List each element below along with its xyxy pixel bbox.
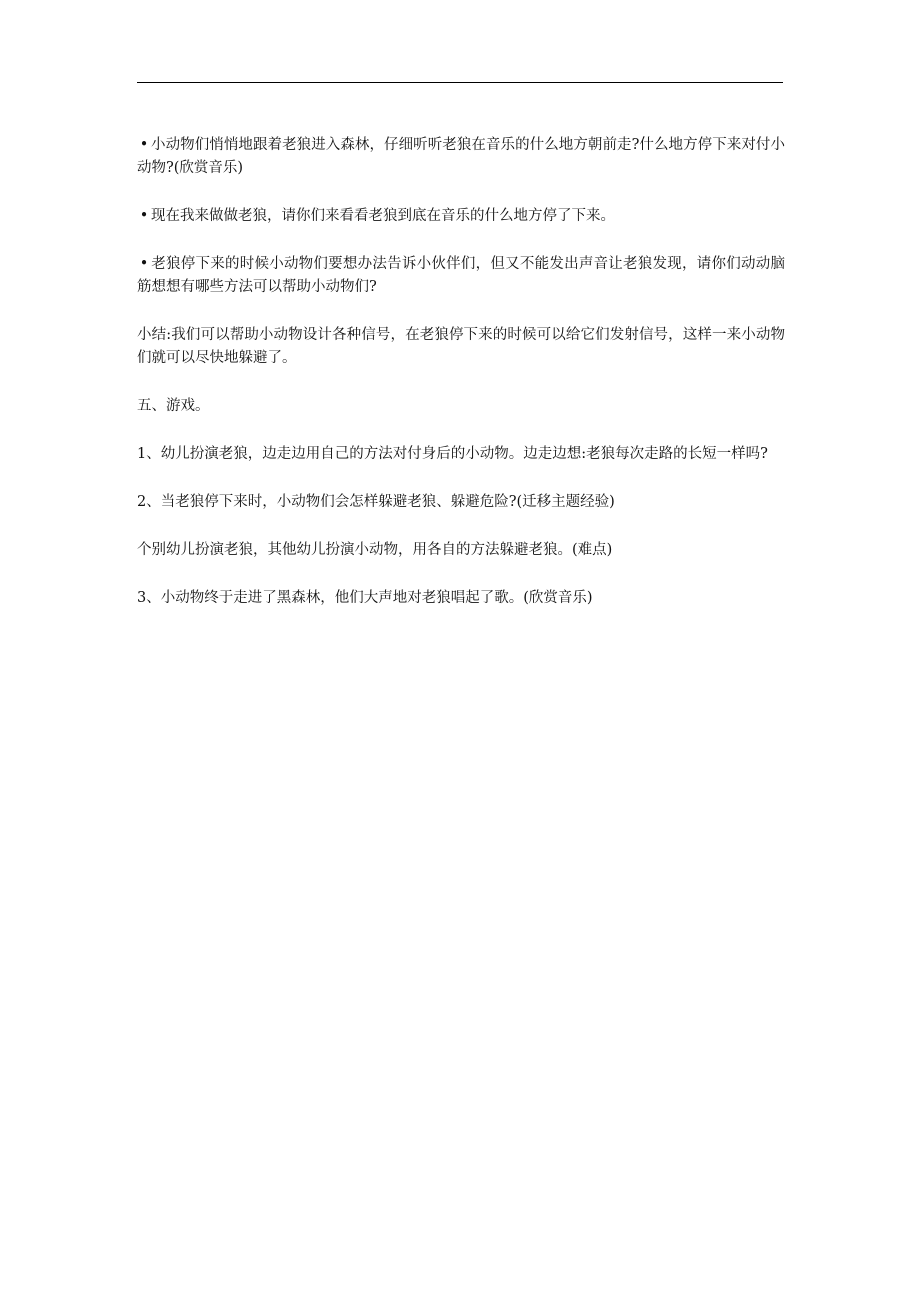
paragraph-text: 小动物们悄悄地跟着老狼进入森林，仔细听听老狼在音乐的什么地方朝前走?什么地方停下来对付小动物?(欣赏音乐) xyxy=(137,137,785,176)
bullet-marker: • xyxy=(139,256,149,272)
bullet-paragraph xyxy=(137,253,785,299)
paragraph-text: 小结:我们可以帮助小动物设计各种信号，在老狼停下来的时候可以给它们发射信号，这样一来小动物们就可以尽快地躲避了。 xyxy=(137,327,785,366)
paragraph-text: 现在我来做做老狼，请你们来看看老狼到底在音乐的什么地方停了下来。 xyxy=(151,208,615,224)
numbered-paragraph xyxy=(137,587,785,610)
paragraph-text: 2、当老狼停下来时，小动物们会怎样躲避老狼、躲避危险?(迁移主题经验) xyxy=(137,494,615,510)
document-body xyxy=(137,134,785,635)
paragraph-text: 老狼停下来的时候小动物们要想办法告诉小伙伴们，但又不能发出声音让老狼发现，请你们动动脑筋想想有哪些方法可以帮助小动物们? xyxy=(137,256,785,295)
summary-paragraph xyxy=(137,324,785,370)
paragraph-text: 1、幼儿扮演老狼，边走边用自己的方法对付身后的小动物。边走边想:老狼每次走路的长短一样吗? xyxy=(137,446,768,462)
numbered-paragraph xyxy=(137,443,785,466)
bullet-marker: • xyxy=(139,137,149,153)
header-rule xyxy=(137,82,783,83)
numbered-paragraph xyxy=(137,491,785,514)
bullet-marker: • xyxy=(139,208,149,224)
paragraph-text: 3、小动物终于走进了黑森林，他们大声地对老狼唱起了歌。(欣赏音乐) xyxy=(137,590,593,606)
bullet-paragraph xyxy=(137,205,785,228)
paragraph-text: 个别幼儿扮演老狼，其他幼儿扮演小动物，用各自的方法躲避老狼。(难点) xyxy=(137,542,613,558)
paragraph-text: 五、游戏。 xyxy=(137,398,210,414)
plain-paragraph xyxy=(137,539,785,562)
section-heading xyxy=(137,395,785,418)
bullet-paragraph xyxy=(137,134,785,180)
